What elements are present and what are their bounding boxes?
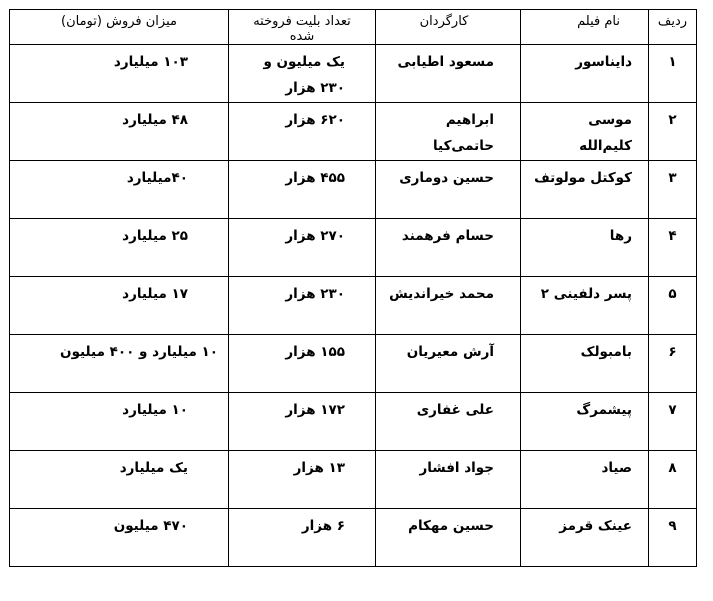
cell-sales-amount: ۱۰ میلیارد	[10, 393, 229, 451]
table-body	[10, 45, 697, 567]
table-row	[10, 219, 697, 277]
header-director: کارگردان	[376, 10, 521, 45]
cell-sales-amount: ۱۰۳ میلیارد	[10, 45, 229, 103]
cell-row-number: ۶	[649, 335, 697, 393]
cell-row-number: ۷	[649, 393, 697, 451]
cell-tickets-sold: یک میلیون و ۲۳۰ هزار	[229, 45, 376, 103]
cell-director: حسام فرهمند	[376, 219, 521, 277]
table-row	[10, 335, 697, 393]
cell-film-title: صیاد	[521, 451, 649, 509]
cell-tickets-sold: ۶۲۰ هزار	[229, 103, 376, 161]
cell-sales-amount: ۴۰میلیارد	[10, 161, 229, 219]
cell-film-title: عینک قرمز	[521, 509, 649, 567]
cell-tickets-sold: ۱۵۵ هزار	[229, 335, 376, 393]
table-row	[10, 103, 697, 161]
header-row	[10, 10, 697, 45]
header-row-number: ردیف	[649, 10, 697, 45]
table-header	[10, 10, 697, 45]
cell-tickets-sold: ۴۵۵ هزار	[229, 161, 376, 219]
cell-tickets-sold: ۱۷۲ هزار	[229, 393, 376, 451]
cell-sales-amount: یک میلیارد	[10, 451, 229, 509]
table-row	[10, 277, 697, 335]
cell-film-title: پسر دلفینی ۲	[521, 277, 649, 335]
cell-tickets-sold: ۲۷۰ هزار	[229, 219, 376, 277]
cell-tickets-sold: ۶ هزار	[229, 509, 376, 567]
cell-director: ابراهیم حاتمی‌کیا	[376, 103, 521, 161]
cell-director: علی غفاری	[376, 393, 521, 451]
cell-director: آرش معیریان	[376, 335, 521, 393]
cell-director: حسین دوماری	[376, 161, 521, 219]
table-row	[10, 161, 697, 219]
cell-row-number: ۹	[649, 509, 697, 567]
box-office-table-container	[10, 9, 697, 567]
cell-director: محمد خیراندیش	[376, 277, 521, 335]
cell-film-title: کوکتل مولوتف	[521, 161, 649, 219]
cell-director: حسین مهکام	[376, 509, 521, 567]
cell-row-number: ۱	[649, 45, 697, 103]
cell-director: مسعود اطیابی	[376, 45, 521, 103]
table-row	[10, 451, 697, 509]
cell-film-title: موسی کلیم‌الله	[521, 103, 649, 161]
cell-sales-amount: ۴۸ میلیارد	[10, 103, 229, 161]
cell-film-title: پیشمرگ	[521, 393, 649, 451]
box-office-table	[9, 9, 697, 567]
cell-film-title: رها	[521, 219, 649, 277]
cell-director: جواد افشار	[376, 451, 521, 509]
cell-sales-amount: ۲۵ میلیارد	[10, 219, 229, 277]
table-row	[10, 45, 697, 103]
cell-row-number: ۴	[649, 219, 697, 277]
cell-tickets-sold: ۱۳ هزار	[229, 451, 376, 509]
cell-film-title: دایناسور	[521, 45, 649, 103]
table-row	[10, 509, 697, 567]
cell-row-number: ۳	[649, 161, 697, 219]
header-sales-amount: میزان فروش (تومان)	[10, 10, 229, 45]
cell-row-number: ۵	[649, 277, 697, 335]
table-row	[10, 393, 697, 451]
header-tickets-sold: تعداد بلیت فروخته شده	[229, 10, 376, 45]
cell-row-number: ۲	[649, 103, 697, 161]
header-film-title: نام فیلم	[521, 10, 649, 45]
cell-row-number: ۸	[649, 451, 697, 509]
cell-film-title: بامبولک	[521, 335, 649, 393]
cell-tickets-sold: ۲۳۰ هزار	[229, 277, 376, 335]
cell-sales-amount: ۴۷۰ میلیون	[10, 509, 229, 567]
cell-sales-amount: ۱۷ میلیارد	[10, 277, 229, 335]
cell-sales-amount: ۱۰ میلیارد و ۴۰۰ میلیون	[10, 335, 229, 393]
